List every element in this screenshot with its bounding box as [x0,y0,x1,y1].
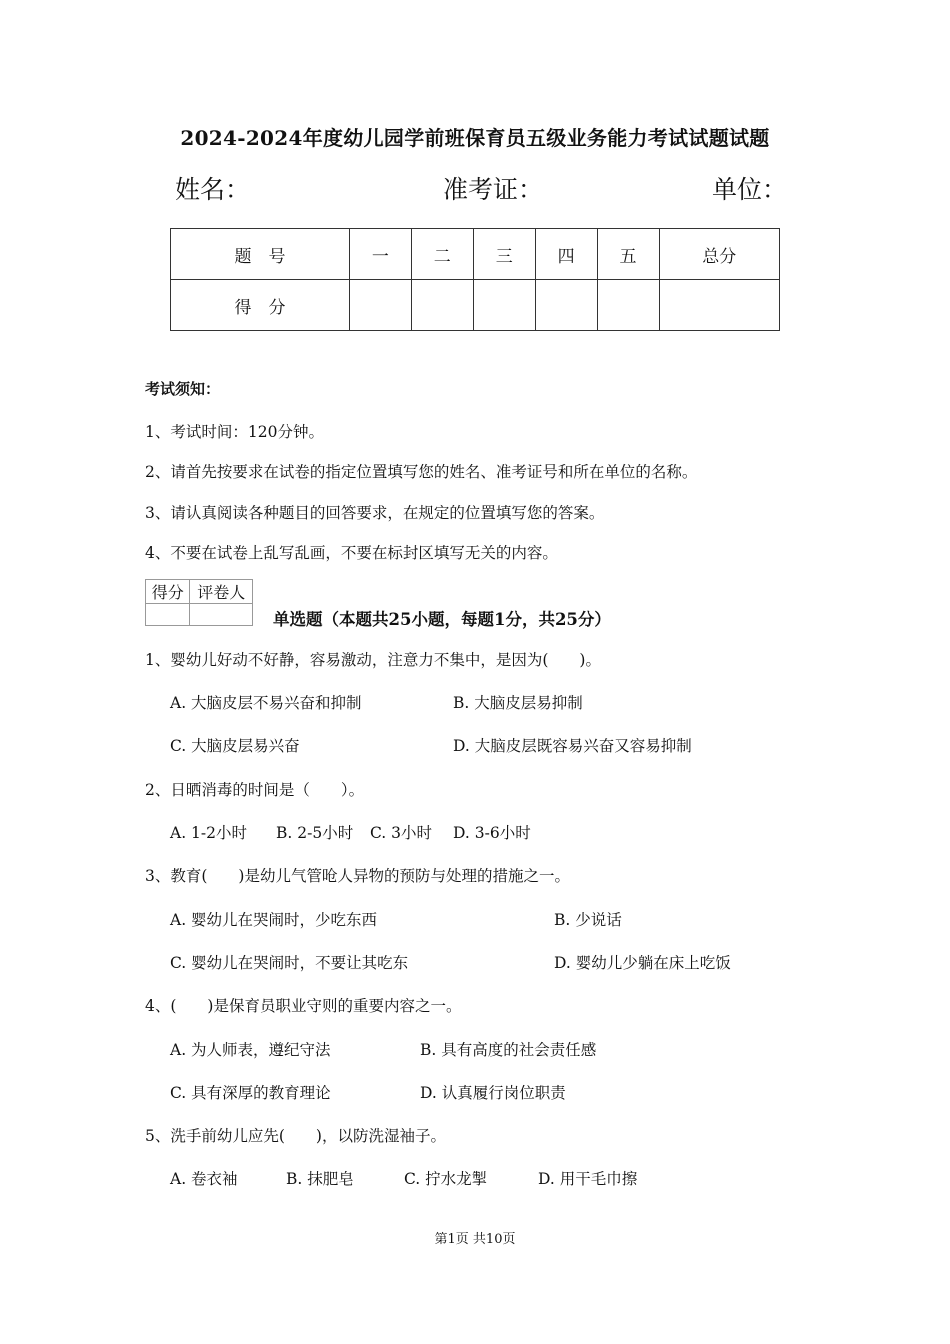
question-option: A. 大脑皮层不易兴奋和抑制 [170,694,362,712]
score-table-header-cell: 一 [349,229,411,280]
grader-reviewer-cell[interactable] [190,604,253,626]
exam-number-field-label: 准考证： [443,175,544,204]
question-option: B. 2-5小时 [276,824,354,842]
score-table-header-cell: 三 [473,229,535,280]
score-cell[interactable] [473,280,535,331]
question-stem: 4、( )是保育员职业守则的重要内容之一。 [145,997,462,1015]
score-row-label: 得 分 [171,280,350,331]
question-option: D. 婴幼儿少躺在床上吃饭 [554,954,731,972]
score-table-header-cell: 五 [597,229,659,280]
unit-field-label: 单位： [712,175,788,204]
question-option: B. 抹肥皂 [286,1170,354,1188]
question-stem: 1、婴幼儿好动不好静，容易激动，注意力不集中，是因为( )。 [145,651,601,669]
notice-heading: 考试须知： [145,380,221,398]
question-option: D. 用干毛巾擦 [538,1170,638,1188]
question-option: A. 婴幼儿在哭闹时，少吃东西 [170,911,378,929]
question-option: B. 具有高度的社会责任感 [420,1041,597,1059]
question-option: C. 具有深厚的教育理论 [170,1084,331,1102]
question-option: D. 3-6小时 [453,824,531,842]
score-table-header-row [171,229,780,280]
question-option: C. 婴幼儿在哭闹时，不要让其吃东 [170,954,409,972]
score-cell[interactable] [349,280,411,331]
score-cell[interactable] [411,280,473,331]
notice-item: 3、请认真阅读各种题目的回答要求，在规定的位置填写您的答案。 [145,504,605,522]
notice-item: 1、考试时间：120分钟。 [145,423,324,441]
section-title: 单选题（本题共25小题，每题1分，共25分） [273,610,611,629]
question-option: C. 大脑皮层易兴奋 [170,737,300,755]
question-option: A. 卷衣袖 [170,1170,238,1188]
question-option: A. 为人师表，遵纪守法 [170,1041,331,1059]
score-table-header-cell: 二 [411,229,473,280]
question-stem: 3、教育( )是幼儿气管呛人异物的预防与处理的措施之一。 [145,867,570,885]
grader-score-label: 得分 [146,580,190,604]
question-option: C. 拧水龙掣 [404,1170,488,1188]
grader-box [145,579,253,626]
score-cell[interactable] [535,280,597,331]
grader-score-cell[interactable] [146,604,190,626]
question-option: C. 3小时 [370,824,433,842]
question-option: A. 1-2小时 [170,824,248,842]
score-table [170,228,780,331]
score-cell[interactable] [659,280,779,331]
score-table-header-cell: 四 [535,229,597,280]
score-table-score-row [171,280,780,331]
notice-item: 4、不要在试卷上乱写乱画，不要在标封区填写无关的内容。 [145,544,558,562]
score-table-header-cell: 题 号 [171,229,350,280]
exam-title: 2024-2024年度幼儿园学前班保育员五级业务能力考试试题试题 [180,126,770,150]
grader-reviewer-label: 评卷人 [190,580,253,604]
question-stem: 2、日晒消毒的时间是（ ）。 [145,781,365,799]
question-option: D. 大脑皮层既容易兴奋又容易抑制 [453,737,692,755]
page-footer: 第1页 共10页 [434,1232,516,1247]
name-field-label: 姓名： [175,175,251,204]
notice-item: 2、请首先按要求在试卷的指定位置填写您的姓名、准考证号和所在单位的名称。 [145,463,698,481]
question-option: B. 大脑皮层易抑制 [453,694,583,712]
question-option: D. 认真履行岗位职责 [420,1084,566,1102]
question-option: B. 少说话 [554,911,622,929]
score-table-header-cell: 总分 [659,229,779,280]
score-cell[interactable] [597,280,659,331]
question-stem: 5、洗手前幼儿应先( )，以防洗湿袖子。 [145,1127,446,1145]
